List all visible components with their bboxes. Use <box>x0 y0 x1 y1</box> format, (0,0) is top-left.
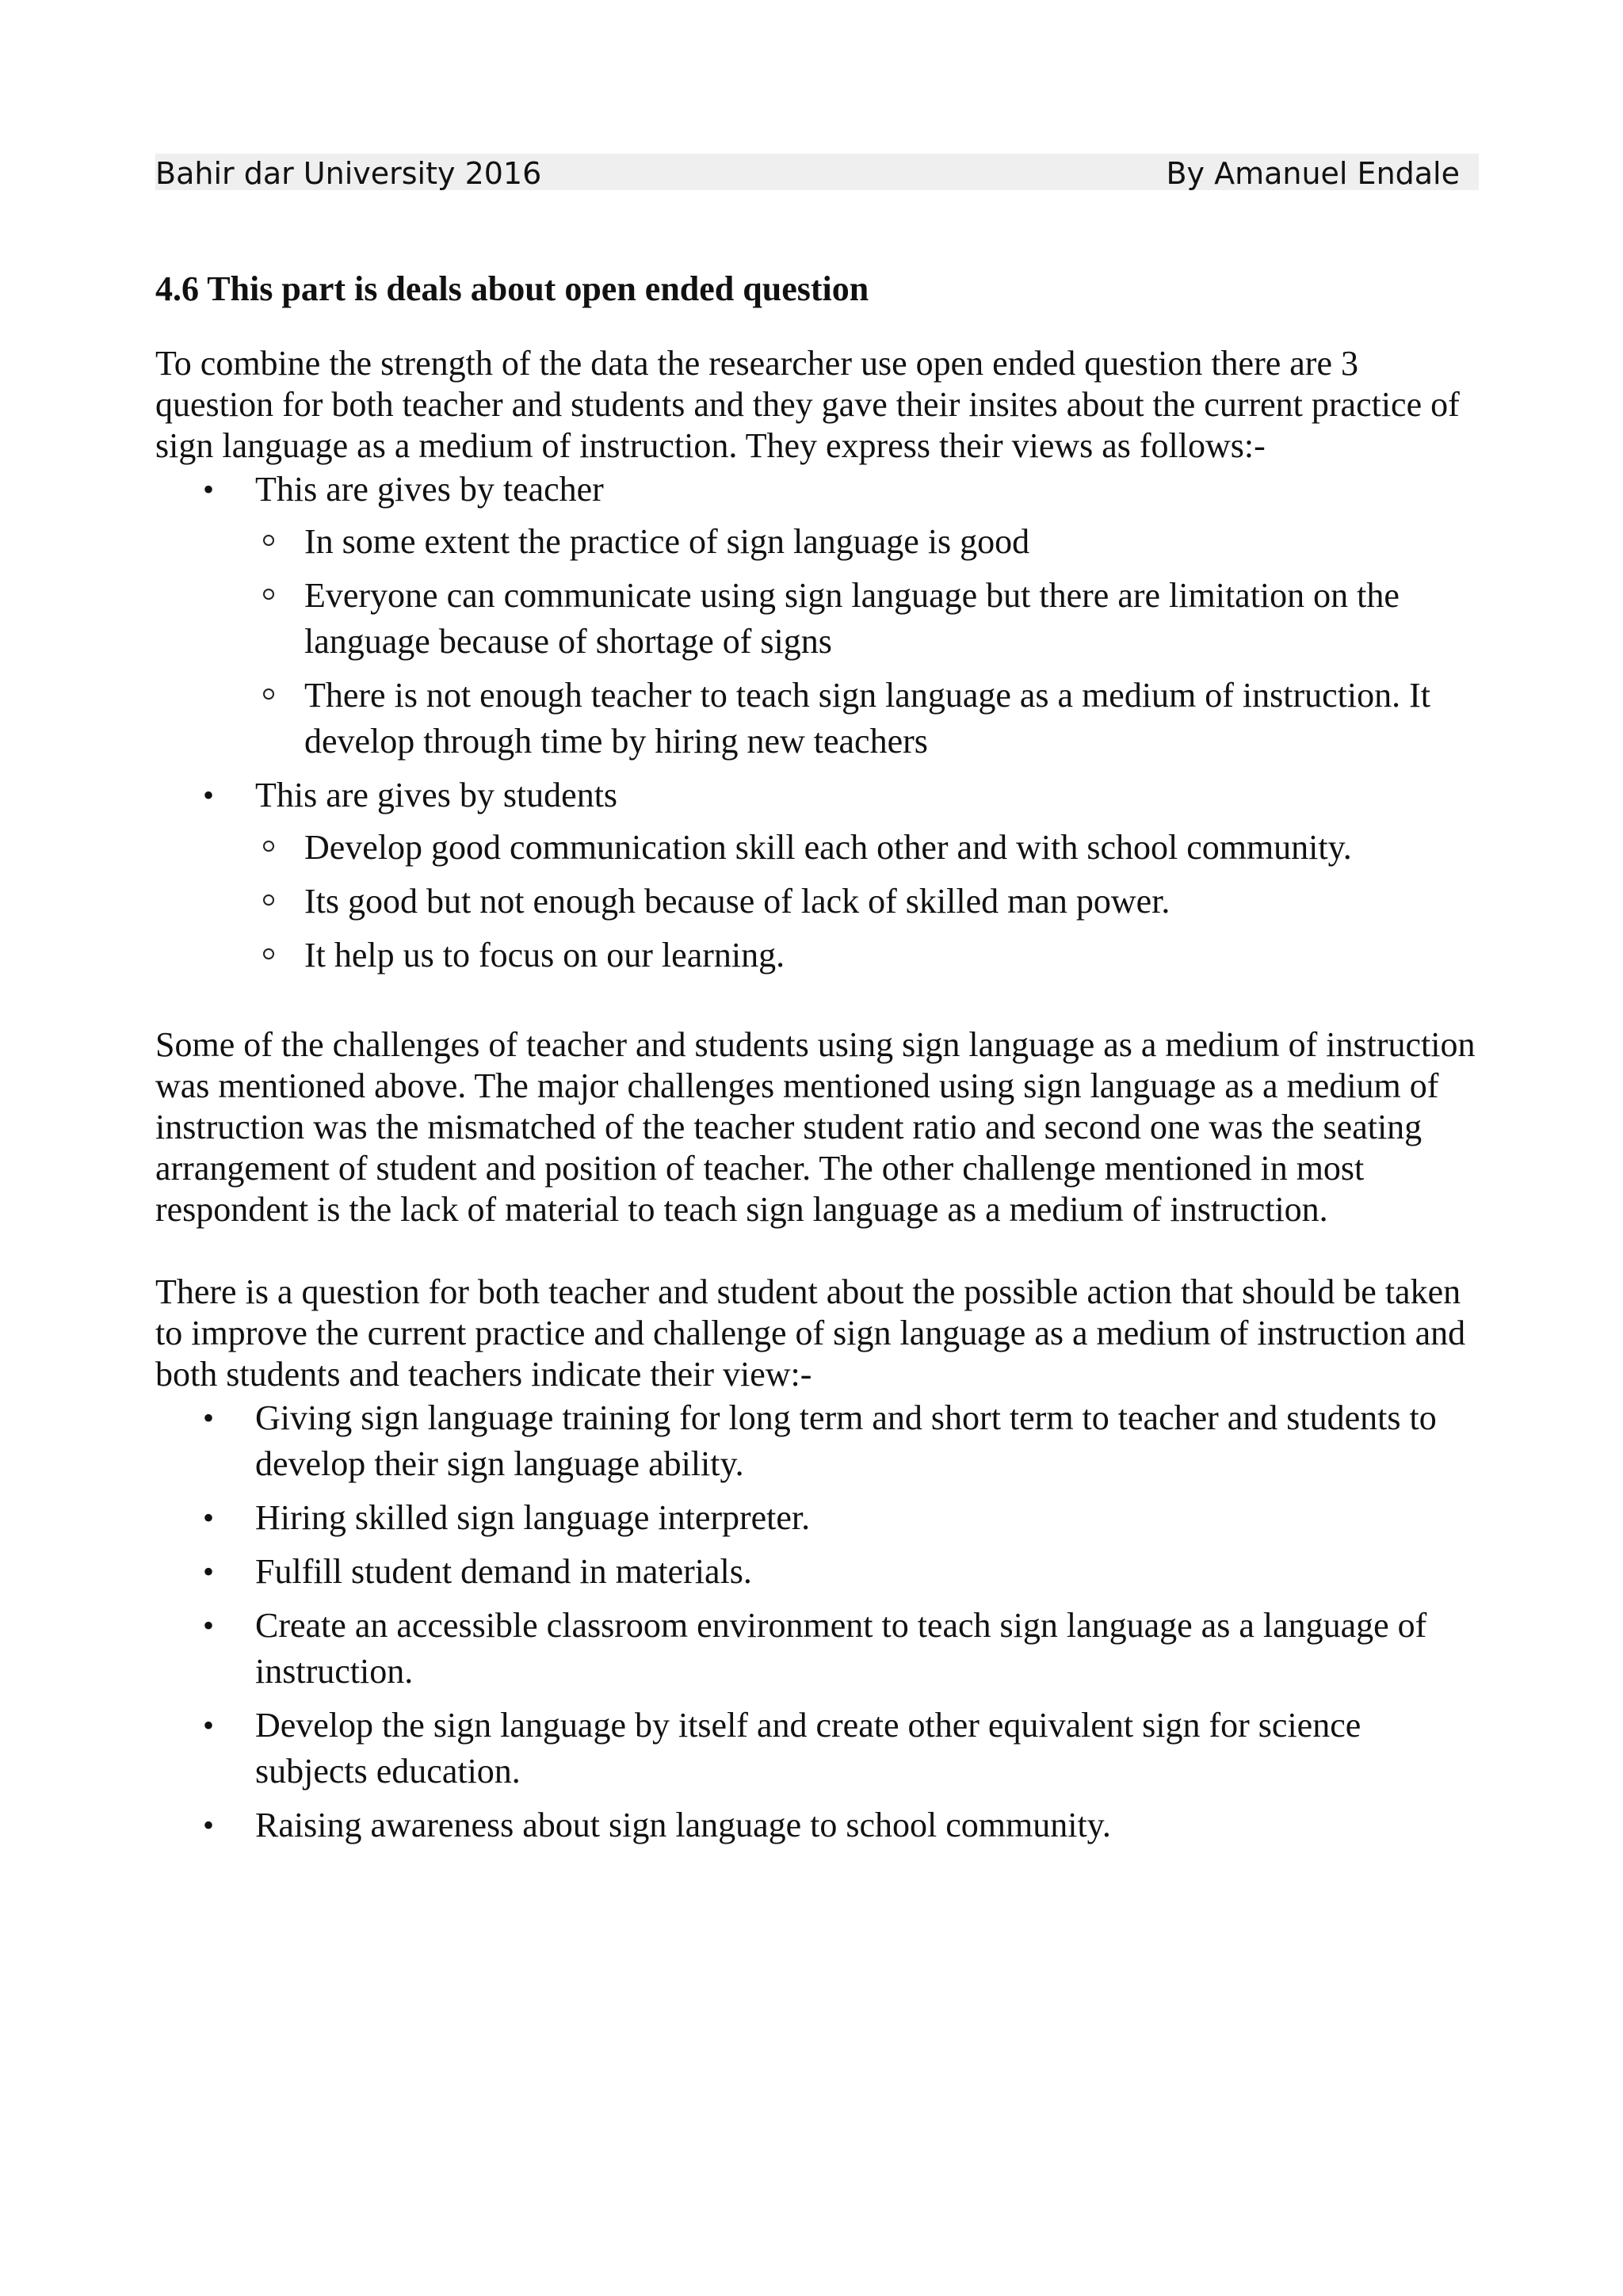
list-item: • Hiring skilled sign language interpreter. <box>155 1495 1479 1541</box>
views-group-students <box>155 772 1479 978</box>
list-item: • Develop the sign language by itself and create other equivalent sign for science subjects education. <box>155 1703 1479 1794</box>
intro-paragraph: To combine the strength of the data the researcher use open ended question there are 3 question for both teacher and students and they gave their insites about the current practice of sign language as a medium of instruction. They express their views as follows:- <box>155 344 1460 465</box>
bullet-icon: • <box>203 777 215 813</box>
challenges-paragraph: Some of the challenges of teacher and students using sign language as a medium of instruction was mentioned above. The major challenges mentioned using sign language as a medium of instruction was the mismatched of the teacher student ratio and second one was the seating arrangement of student and position of teacher. The other challenge mentioned in most respondent is the lack of material to teach sign language as a medium of instruction. <box>155 1025 1476 1229</box>
views-group-label: This are gives by teacher <box>255 470 604 509</box>
bullet-icon: • <box>203 1707 215 1743</box>
circle-bullet-icon <box>263 589 274 600</box>
list-item: • Raising awareness about sign language to school community. <box>155 1802 1479 1848</box>
recommendations-list <box>155 1395 1479 1848</box>
header-institution: Bahir dar University 2016 <box>155 156 542 191</box>
teacher-views-sublist <box>255 519 1479 765</box>
circle-bullet-icon <box>263 841 274 852</box>
bullet-icon: • <box>203 1400 215 1436</box>
views-group-label: This are gives by students <box>255 776 618 814</box>
circle-bullet-icon <box>263 688 274 700</box>
actions-paragraph: There is a question for both teacher and student about the possible action that should be taken to improve the current practice and challenge of sign language as a medium of instruction and both students and teachers indicate their view:- <box>155 1272 1466 1394</box>
list-item: Develop good communication skill each other and with school community. <box>255 825 1479 871</box>
bullet-icon: • <box>203 1500 215 1535</box>
bullet-icon: • <box>203 1554 215 1589</box>
student-views-sublist <box>255 825 1479 978</box>
list-item: • Fulfill student demand in materials. <box>155 1549 1479 1595</box>
list-item: • Giving sign language training for long term and short term to teacher and students to develop their sign language ability. <box>155 1395 1479 1487</box>
circle-bullet-icon <box>263 535 274 546</box>
bullet-icon: • <box>203 1807 215 1843</box>
views-list <box>155 467 1479 978</box>
document-body <box>155 265 1479 1856</box>
list-item: In some extent the practice of sign language is good <box>255 519 1479 565</box>
header-author: By Amanuel Endale <box>1166 156 1460 191</box>
circle-bullet-icon <box>263 894 274 906</box>
list-item: • Create an accessible classroom environment to teach sign language as a language of instruction. <box>155 1603 1479 1695</box>
page-header <box>155 154 1479 190</box>
views-group-teacher <box>155 467 1479 765</box>
circle-bullet-icon <box>263 948 274 959</box>
list-item: It help us to focus on our learning. <box>255 933 1479 978</box>
list-item: Everyone can communicate using sign language but there are limitation on the language because of shortage of signs <box>255 573 1479 665</box>
bullet-icon: • <box>203 471 215 507</box>
list-item: Its good but not enough because of lack of skilled man power. <box>255 879 1479 925</box>
bullet-icon: • <box>203 1608 215 1643</box>
list-item: There is not enough teacher to teach sign language as a medium of instruction. It develop through time by hiring new teachers <box>255 673 1479 765</box>
section-title: 4.6 This part is deals about open ended question <box>155 269 869 308</box>
